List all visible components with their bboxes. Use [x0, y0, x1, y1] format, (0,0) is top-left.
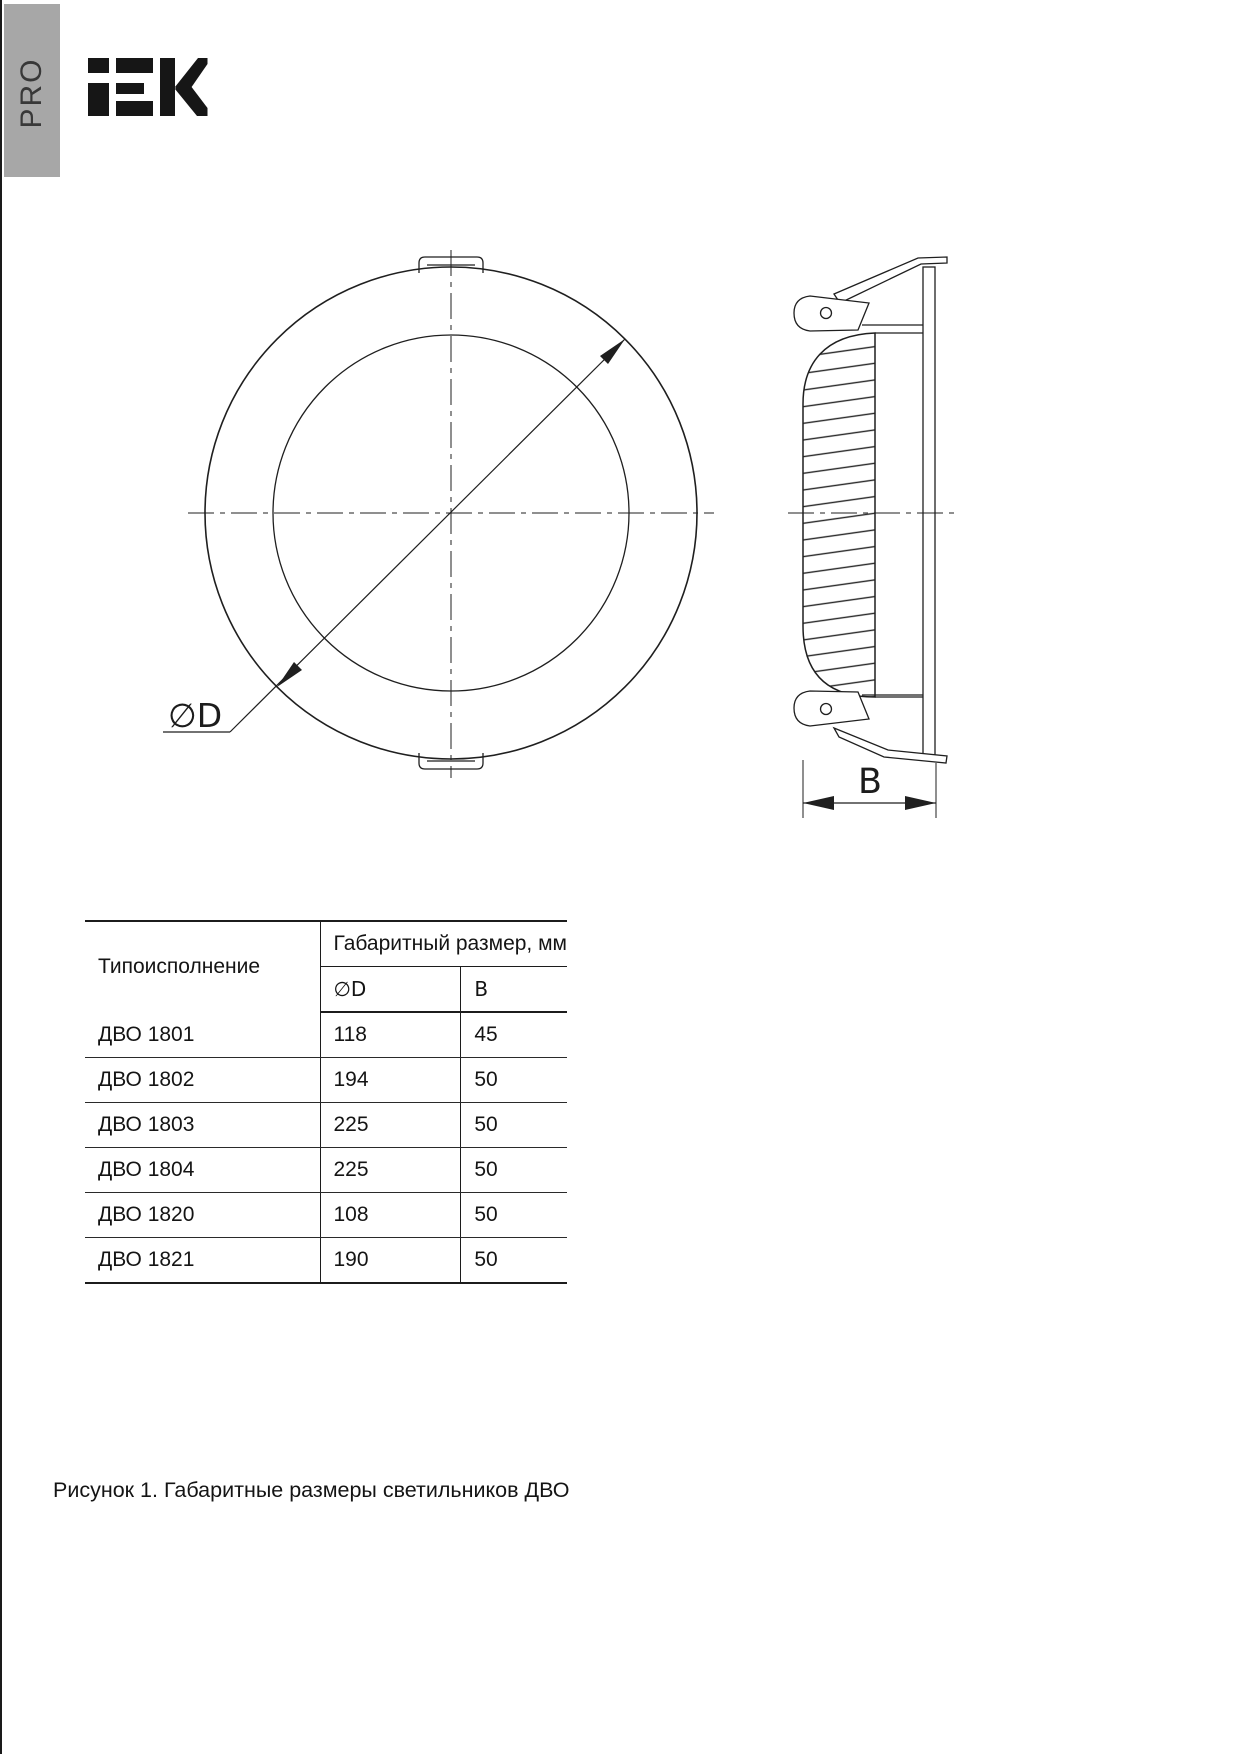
diameter-label: ∅D — [168, 696, 223, 735]
bottom-spring-wire — [834, 728, 947, 763]
table-row — [85, 1058, 567, 1103]
figure-caption: Рисунок 1. Габаритные размеры светильников ДВО — [53, 1478, 570, 1502]
b-cell: 45 — [461, 1012, 567, 1058]
d-cell: 108 — [320, 1193, 461, 1238]
bottom-clip-hole — [821, 704, 832, 715]
depth-label: B — [858, 762, 883, 802]
subheader-depth: B — [461, 967, 567, 1013]
top-spring-clip — [794, 257, 947, 331]
subheader-diameter: ∅D — [320, 967, 461, 1013]
dimensions-table — [85, 920, 567, 1284]
side-view — [788, 257, 956, 818]
table-row — [85, 1238, 567, 1284]
type-cell: ДВО 1803 — [85, 1103, 320, 1148]
b-cell: 50 — [461, 1103, 567, 1148]
table-row — [85, 1103, 567, 1148]
d-cell: 118 — [320, 1012, 461, 1058]
bottom-spring-clip — [794, 691, 947, 763]
d-cell: 225 — [320, 1103, 461, 1148]
diameter-dimension — [163, 339, 625, 732]
table-row — [85, 1012, 567, 1058]
d-cell: 194 — [320, 1058, 461, 1103]
b-cell: 50 — [461, 1193, 567, 1238]
b-cell: 50 — [461, 1058, 567, 1103]
heatsink-body — [803, 333, 875, 697]
type-cell: ДВО 1804 — [85, 1148, 320, 1193]
b-cell: 50 — [461, 1238, 567, 1284]
arrowhead-lower-left — [277, 662, 302, 687]
type-cell: ДВО 1801 — [85, 1012, 320, 1058]
col-header-type: Типоисполнение — [85, 921, 320, 1012]
table-row — [85, 1148, 567, 1193]
type-cell: ДВО 1820 — [85, 1193, 320, 1238]
arrowhead-left — [803, 796, 834, 810]
arrowhead-right — [905, 796, 936, 810]
type-cell: ДВО 1821 — [85, 1238, 320, 1284]
top-clip-hole — [821, 308, 832, 319]
d-cell: 190 — [320, 1238, 461, 1284]
top-spring-wire — [834, 257, 947, 303]
front-view — [163, 250, 714, 778]
pro-label: PRO — [15, 57, 48, 129]
table-header-row — [85, 921, 567, 967]
b-cell: 50 — [461, 1148, 567, 1193]
col-header-overall-size: Габаритный размер, мм — [320, 921, 567, 967]
table-row — [85, 1193, 567, 1238]
type-cell: ДВО 1802 — [85, 1058, 320, 1103]
center-lines — [188, 250, 714, 778]
d-cell: 225 — [320, 1148, 461, 1193]
